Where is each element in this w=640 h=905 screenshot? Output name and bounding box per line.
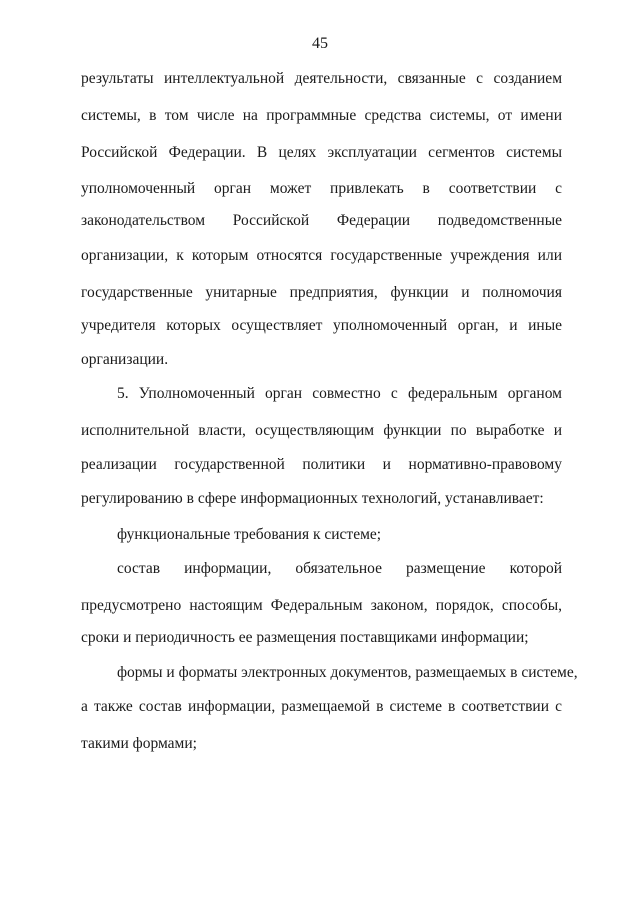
text-line: а также состав информации, размещаемой в системе в соответствии с <box>81 698 562 715</box>
text-line: уполномоченный орган может привлекать в соответствии с <box>81 180 562 197</box>
text-line: предусмотрено настоящим Федеральным законом, порядок, способы, <box>81 597 562 614</box>
text-line: реализации государственной политики и нормативно-правовому <box>81 456 562 473</box>
text-line: результаты интеллектуальной деятельности, связанные с созданием <box>81 70 562 87</box>
text-line: такими формами; <box>81 735 197 752</box>
text-line: учредителя которых осуществляет уполномоченный орган, и иные <box>81 317 562 334</box>
text-line: организации, к которым относятся государственные учреждения или <box>81 247 562 264</box>
text-line: организации. <box>81 351 169 368</box>
text-line: регулированию в сфере информационных технологий, устанавливает: <box>81 490 544 507</box>
text-line: состав информации, обязательное размещение которой <box>117 560 562 577</box>
text-line: формы и форматы электронных документов, размещаемых в системе, <box>117 664 578 681</box>
text-line: исполнительной власти, осуществляющим функции по выработке и <box>81 422 562 439</box>
text-line: законодательством Российской Федерации подведомственные <box>81 212 562 229</box>
page-number: 45 <box>312 35 328 52</box>
text-line: 5. Уполномоченный орган совместно с федеральным органом <box>117 385 562 402</box>
text-line: сроки и периодичность ее размещения поставщиками информации; <box>81 629 529 646</box>
text-line: системы, в том числе на программные средства системы, от имени <box>81 107 562 124</box>
text-line: Российской Федерации. В целях эксплуатации сегментов системы <box>81 144 562 161</box>
text-line: государственные унитарные предприятия, функции и полномочия <box>81 284 562 301</box>
text-line: функциональные требования к системе; <box>117 526 382 543</box>
